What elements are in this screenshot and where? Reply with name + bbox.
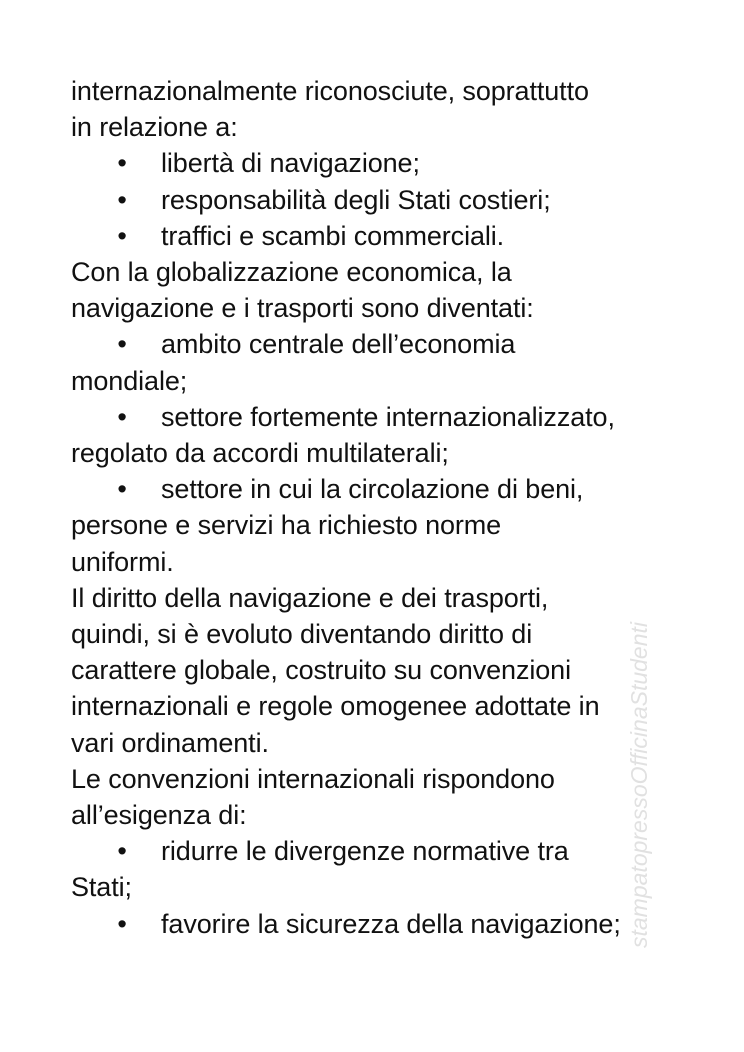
bullet-icon: • xyxy=(117,908,127,939)
bullet-text: ridurre le divergenze normative tra xyxy=(161,836,569,867)
text-line: internazionali e regole omogenee adottate in xyxy=(71,691,600,722)
bullet-text: traffici e scambi commerciali. xyxy=(161,220,505,251)
bullet-item xyxy=(71,326,681,362)
bullet-icon: • xyxy=(117,329,127,360)
bullet-icon: • xyxy=(117,220,127,251)
text-line: in relazione a: xyxy=(71,112,238,143)
document-page xyxy=(71,73,681,942)
bullet-icon: • xyxy=(117,474,127,505)
text-line: all’esigenza di: xyxy=(71,800,247,831)
bullet-item xyxy=(71,471,681,507)
bullet-item xyxy=(71,218,681,254)
text-line: Il diritto della navigazione e dei trasporti, xyxy=(71,582,549,613)
bullet-item xyxy=(71,906,681,942)
text-line: carattere globale, costruito su convenzioni xyxy=(71,655,571,686)
bullet-text: settore fortemente internazionalizzato, xyxy=(161,401,615,432)
text-line: quindi, si è evoluto diventando diritto di xyxy=(71,619,533,650)
text-line: navigazione e i trasporti sono diventati: xyxy=(71,293,534,324)
text-line: Le convenzioni internazionali rispondono xyxy=(71,763,555,794)
bullet-text: responsabilità degli Stati costieri; xyxy=(161,184,551,215)
text-line: regolato da accordi multilaterali; xyxy=(71,438,449,469)
bullet-icon: • xyxy=(117,836,127,867)
document-body xyxy=(71,73,681,942)
bullet-icon: • xyxy=(117,401,127,432)
bullet-text: libertà di navigazione; xyxy=(161,148,420,179)
text-line: Con la globalizzazione economica, la xyxy=(71,257,512,288)
text-line: vari ordinamenti. xyxy=(71,727,269,758)
text-line: persone e servizi ha richiesto norme xyxy=(71,510,502,541)
bullet-text: ambito centrale dell’economia xyxy=(161,329,516,360)
bullet-text: settore in cui la circolazione di beni, xyxy=(161,474,584,505)
bullet-text: favorire la sicurezza della navigazione; xyxy=(161,908,621,939)
bullet-icon: • xyxy=(117,184,127,215)
text-line: uniformi. xyxy=(71,546,174,577)
bullet-item xyxy=(71,145,681,181)
text-line: mondiale; xyxy=(71,365,188,396)
bullet-item xyxy=(71,833,681,869)
bullet-icon: • xyxy=(117,148,127,179)
text-line: Stati; xyxy=(71,872,132,903)
bullet-item xyxy=(71,399,681,435)
watermark: stampatopressoOfficinaStudenti xyxy=(626,621,652,948)
bullet-item xyxy=(71,182,681,218)
text-line: internazionalmente riconosciute, soprattutto xyxy=(71,76,589,106)
